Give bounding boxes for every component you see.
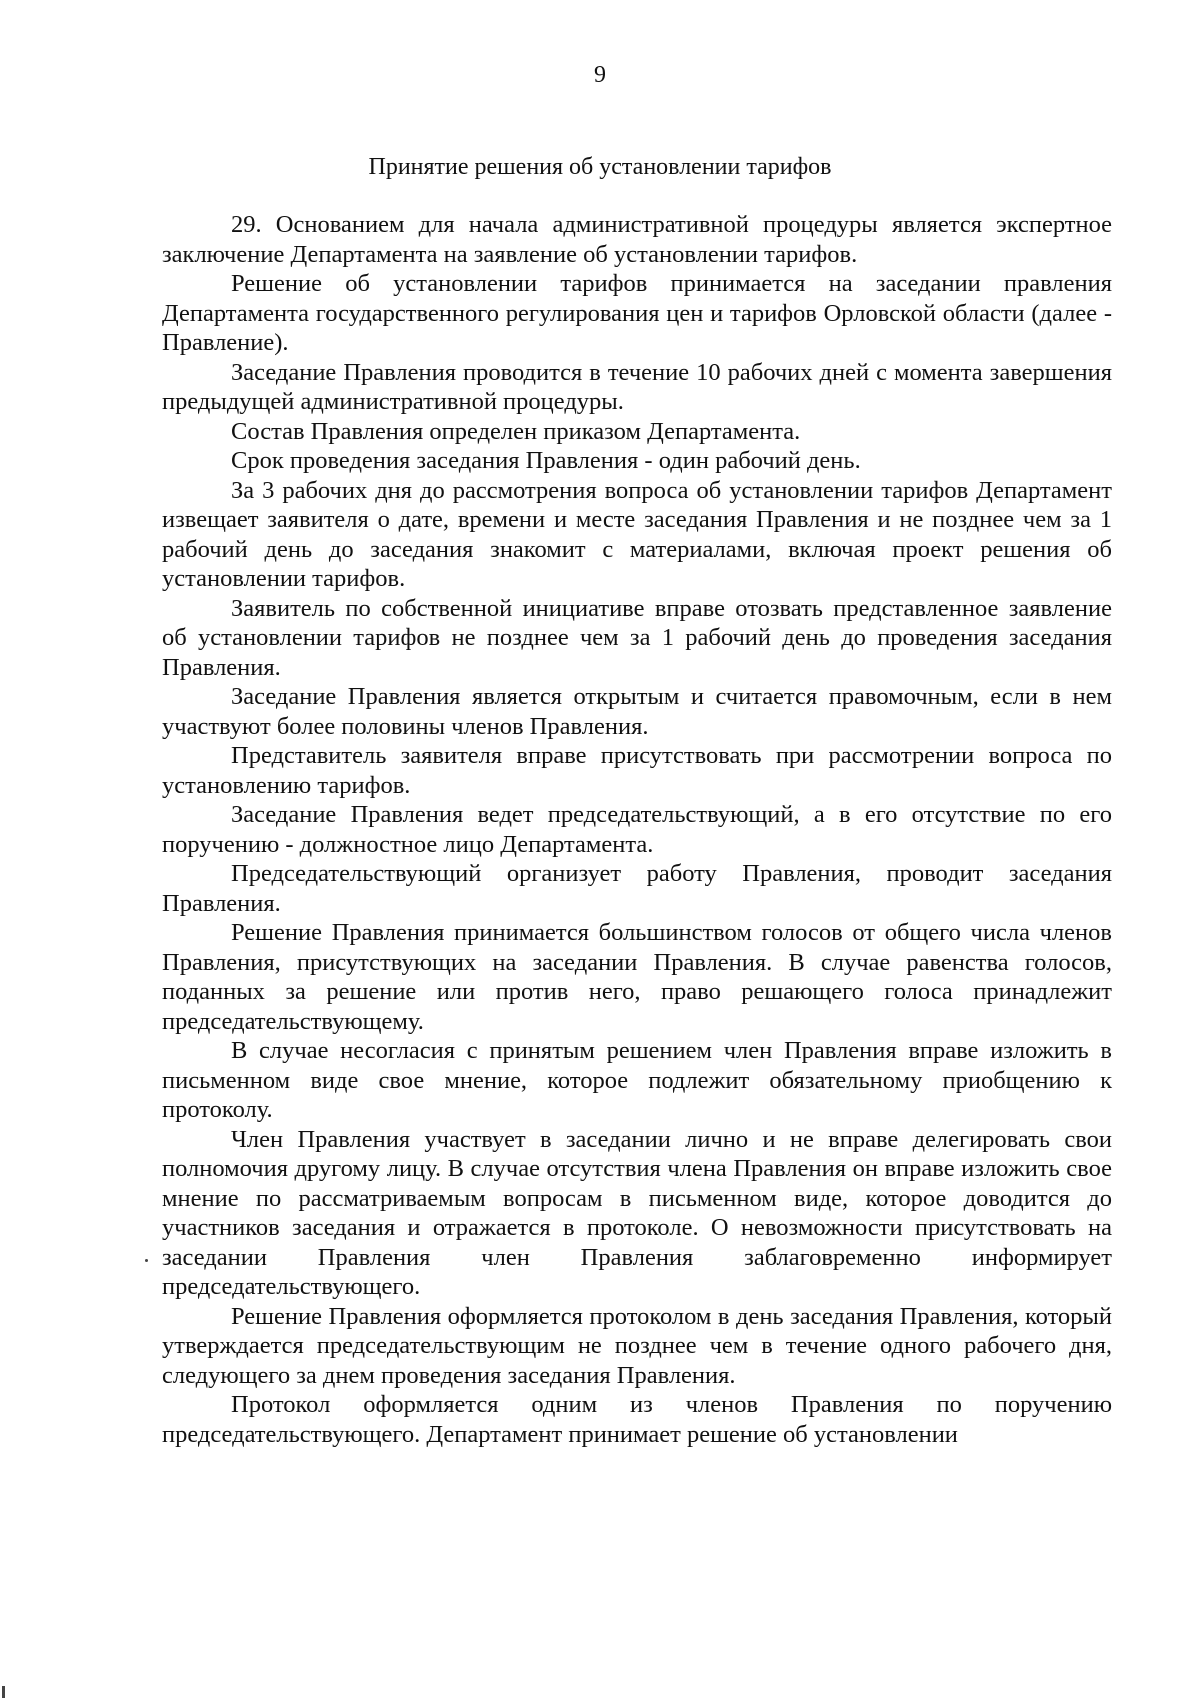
paragraph: Представитель заявителя вправе присутствовать при рассмотрении вопроса по установлению тарифов. (162, 742, 1112, 799)
paragraph: Заседание Правления ведет председательствующий, а в его отсутствие по его поручению - должностное лицо Департамента. (162, 801, 1112, 858)
paragraph: Член Правления участвует в заседании лично и не вправе делегировать свои полномочия другому лицу. В случае отсутствия члена Правления он вправе изложить свое мнение по рассматриваемым вопросам в письменном виде, которое доводится до участников заседания и отражается в протоколе. О невозможности присутствовать на заседании Правления член Правления заблаговременно информирует председательствующего. (162, 1125, 1112, 1300)
paragraph: За 3 рабочих дня до рассмотрения вопроса об установлении тарифов Департамент извещает заявителя о дате, времени и месте заседания Правления и не позднее чем за 1 рабочий день до заседания знакомит с материалами, включая проект решения об установлении тарифов. (162, 476, 1112, 592)
paragraph: Решение Правления принимается большинством голосов от общего числа членов Правления, присутствующих на заседании Правления. В случае равенства голосов, поданных за решение или против него, право решающего голоса принадлежит председательствующему. (162, 919, 1112, 1035)
paragraph: Срок проведения заседания Правления - один рабочий день. (231, 447, 861, 474)
paragraph: Заявитель по собственной инициативе вправе отозвать представленное заявление об установлении тарифов не позднее чем за 1 рабочий день до проведения заседания Правления. (162, 594, 1112, 681)
paragraph: 29. Основанием для начала административной процедуры является экспертное заключение Департамента на заявление об установлении тарифов. (162, 211, 1112, 268)
paragraph: Решение об установлении тарифов принимается на заседании правления Департамента государственного регулирования цен и тарифов Орловской области (далее - Правление). (162, 270, 1112, 356)
paragraph: Состав Правления определен приказом Департамента. (231, 417, 801, 445)
scan-speck (145, 1259, 148, 1262)
paragraph: В случае несогласия с принятым решением член Правления вправе изложить в письменном виде свое мнение, которое подлежит обязательному приобщению к протоколу. (162, 1037, 1112, 1123)
paragraph: Протокол оформляется одним из членов Правления по поручению председательствующего. Департамент принимает решение об установлении (162, 1391, 1112, 1448)
paragraph: Решение Правления оформляется протоколом в день заседания Правления, который утверждается председательствующим не позднее чем в течение одного рабочего дня, следующего за днем проведения заседания Правления. (162, 1302, 1112, 1389)
page-number: 9 (594, 62, 606, 88)
scan-edge-mark (2, 1686, 5, 1698)
section-title: Принятие решения об установлении тарифов (368, 154, 832, 180)
paragraph: Заседание Правления является открытым и считается правомочным, если в нем участвуют более половины членов Правления. (162, 683, 1112, 740)
paragraph: Заседание Правления проводится в течение 10 рабочих дней с момента завершения предыдущей административной процедуры. (162, 358, 1112, 415)
document-body (162, 210, 1112, 1449)
paragraph: Председательствующий организует работу Правления, проводит заседания Правления. (162, 860, 1112, 917)
